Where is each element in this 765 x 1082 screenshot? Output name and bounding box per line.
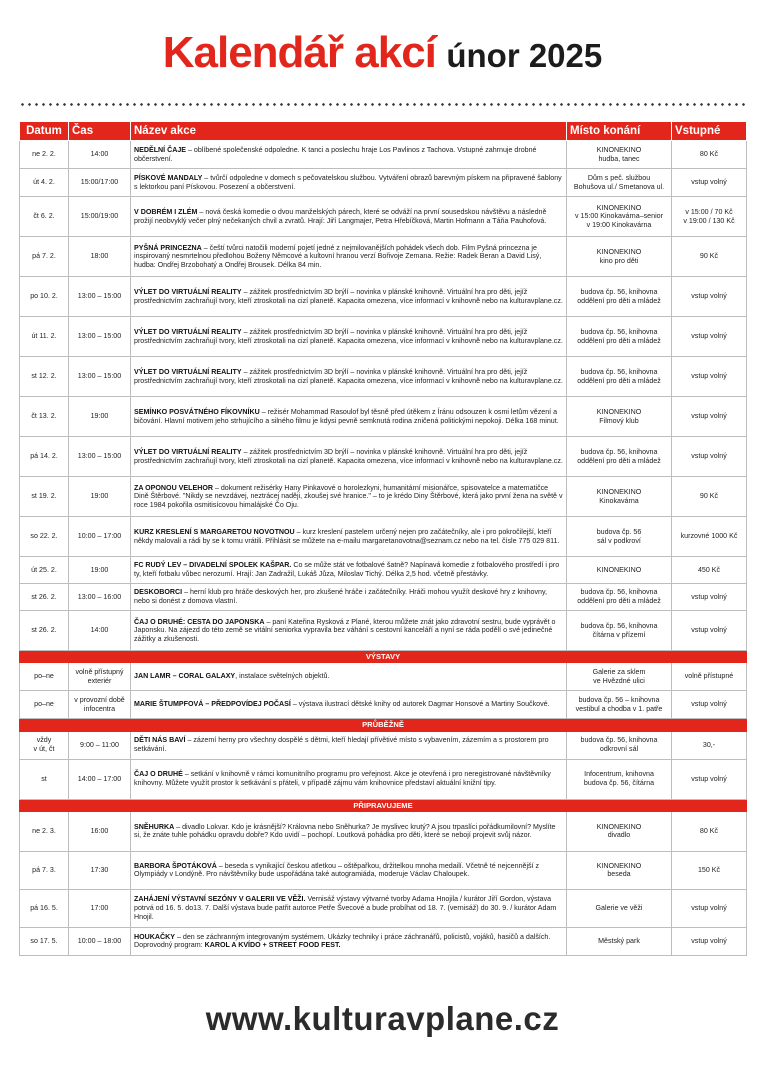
event-price: volně přístupné bbox=[672, 663, 747, 691]
section-title: PRŮBĚŽNĚ bbox=[20, 719, 747, 731]
event-place: budova čp. 56, knihovna oddělení pro děti a mládež bbox=[567, 317, 672, 357]
event-time: 13:00 – 16:00 bbox=[69, 584, 131, 611]
section-header-upcoming bbox=[20, 799, 747, 811]
event-description bbox=[131, 141, 567, 169]
event-description bbox=[131, 691, 567, 719]
event-date: st 26. 2. bbox=[20, 611, 69, 651]
event-date: út 11. 2. bbox=[20, 317, 69, 357]
event-title: SEMÍNKO POSVÁTNÉHO FÍKOVNÍKU bbox=[134, 407, 260, 416]
event-description bbox=[131, 277, 567, 317]
event-description bbox=[131, 663, 567, 691]
event-date: po 10. 2. bbox=[20, 277, 69, 317]
event-time: 13:00 – 15:00 bbox=[69, 437, 131, 477]
event-title: V DOBRÉM I ZLÉM bbox=[134, 207, 198, 216]
event-title: ZAHÁJENÍ VÝSTAVNÍ SEZÓNY V GALERII VE VĚŽI. bbox=[134, 895, 306, 904]
event-time: 19:00 bbox=[69, 557, 131, 584]
event-date: po–ne bbox=[20, 663, 69, 691]
event-date: pá 14. 2. bbox=[20, 437, 69, 477]
event-time: 15:00/19:00 bbox=[69, 197, 131, 237]
table-header-row bbox=[20, 122, 747, 141]
event-description bbox=[131, 169, 567, 197]
event-title: VÝLET DO VIRTUÁLNÍ REALITY bbox=[134, 287, 242, 296]
title-month: únor 2025 bbox=[446, 37, 603, 74]
event-date: vždy v út, čt bbox=[20, 731, 69, 759]
table-row bbox=[20, 731, 747, 759]
event-date: út 4. 2. bbox=[20, 169, 69, 197]
event-description bbox=[131, 759, 567, 799]
event-title: SNĚHURKA bbox=[134, 822, 175, 831]
event-text: – beseda s vynikající českou atletkou – oštěpařkou, držitelkou mnoha medailí. Včetně té nejcennější z Olympiády v Londýně. Pro návštěvníky bude uspořádána také autogramiáda, moderuje Václav Chaloupek. bbox=[134, 861, 540, 879]
event-place: KINONEKINO beseda bbox=[567, 851, 672, 889]
table-row bbox=[20, 759, 747, 799]
table-row bbox=[20, 277, 747, 317]
event-date: so 22. 2. bbox=[20, 517, 69, 557]
event-price: vstup volný bbox=[672, 169, 747, 197]
event-title: VÝLET DO VIRTUÁLNÍ REALITY bbox=[134, 327, 242, 336]
table-row bbox=[20, 357, 747, 397]
event-text: – kurz kreslení pastelem určený nejen pro začátečníky, ale i pro pokročilejší, kteří někdy malovali a rádi by se k tomu vrátili. Přihlásit se můžete na e-mailu margaretanovotna@seznam.cz nebo na tel. čísle 775 029 811. bbox=[134, 527, 560, 545]
event-title: PYŠNÁ PRINCEZNA bbox=[134, 243, 202, 252]
event-text: – výstava ilustrací dětské knihy od autorek Dagmar Honsové a Martiny Součkové. bbox=[290, 700, 550, 709]
title-main: Kalendář akcí bbox=[162, 28, 436, 77]
event-place: Galerie za sklem ve Hvězdné ulici bbox=[567, 663, 672, 691]
event-time: 13:00 – 15:00 bbox=[69, 317, 131, 357]
event-text: – nová česká komedie o dvou manželských párech, které se odváží na první sousedskou návštěvu a následně prožijí neobvyklý večer plný nečekaných chvil a zvratů. Hrají: Jiří Langmajer, Petra Hřebíčková, Martin Hofmann a Táňa Pauhofová. bbox=[134, 207, 547, 225]
table-row bbox=[20, 889, 747, 927]
event-description bbox=[131, 927, 567, 955]
table-row bbox=[20, 141, 747, 169]
event-title: DESKOBORCI bbox=[134, 588, 183, 597]
event-price: 90 Kč bbox=[672, 477, 747, 517]
section-header-ongoing bbox=[20, 719, 747, 731]
event-time: 17:30 bbox=[69, 851, 131, 889]
event-price: vstup volný bbox=[672, 759, 747, 799]
event-date: st 26. 2. bbox=[20, 584, 69, 611]
event-title: KURZ KRESLENÍ S MARGARETOU NOVOTNOU bbox=[134, 527, 295, 536]
event-description bbox=[131, 517, 567, 557]
event-time: 13:00 – 15:00 bbox=[69, 277, 131, 317]
event-price: vstup volný bbox=[672, 277, 747, 317]
event-date: pá 7. 2. bbox=[20, 237, 69, 277]
events-table bbox=[19, 121, 747, 956]
event-description bbox=[131, 397, 567, 437]
event-place: Dům s peč. službou Bohušova ul./ Smetanova ul. bbox=[567, 169, 672, 197]
table-row bbox=[20, 397, 747, 437]
event-time: 19:00 bbox=[69, 477, 131, 517]
table-row bbox=[20, 197, 747, 237]
event-date: po–ne bbox=[20, 691, 69, 719]
event-time: 19:00 bbox=[69, 397, 131, 437]
event-time: 14:00 bbox=[69, 141, 131, 169]
event-time: 13:00 – 15:00 bbox=[69, 357, 131, 397]
event-time: 14:00 bbox=[69, 611, 131, 651]
table-row bbox=[20, 317, 747, 357]
event-description bbox=[131, 357, 567, 397]
event-title: FC RUDÝ LEV – DIVADELNÍ SPOLEK KAŠPAR. bbox=[134, 561, 292, 570]
event-place: KINONEKINO Filmový klub bbox=[567, 397, 672, 437]
table-row bbox=[20, 691, 747, 719]
table-row bbox=[20, 477, 747, 517]
event-price: v 15:00 / 70 Kč v 19:00 / 130 Kč bbox=[672, 197, 747, 237]
event-text: – zázemí herny pro všechny dospělé s dětmi, kteří hledají přívětivé místo s vybavením, zázemím a s prostorem pro setkávání. bbox=[134, 736, 549, 754]
event-text: – paní Kateřina Rysková z Plané, kterou můžete znát jako zdravotní sestru, bude vyprávět o Japonsku. Na zájezd do této země se vitální seniorka vypravila bez váhání s cestovní kanceláří a nyní se ráda podělí o své jedinečné zážitky a zkušenosti. bbox=[134, 617, 556, 643]
event-description bbox=[131, 584, 567, 611]
event-place: budova čp. 56 sál v podkroví bbox=[567, 517, 672, 557]
event-description bbox=[131, 197, 567, 237]
event-description bbox=[131, 317, 567, 357]
table-row bbox=[20, 584, 747, 611]
event-description bbox=[131, 889, 567, 927]
table-row bbox=[20, 851, 747, 889]
event-place: Městský park bbox=[567, 927, 672, 955]
event-title: VÝLET DO VIRTUÁLNÍ REALITY bbox=[134, 367, 242, 376]
column-header-time: Čas bbox=[69, 122, 131, 141]
event-time: 10:00 – 17:00 bbox=[69, 517, 131, 557]
section-header-exhibitions bbox=[20, 651, 747, 663]
event-description bbox=[131, 237, 567, 277]
table-row bbox=[20, 517, 747, 557]
event-place: KINONEKINO divadlo bbox=[567, 811, 672, 851]
event-date: čt 6. 2. bbox=[20, 197, 69, 237]
event-price: vstup volný bbox=[672, 437, 747, 477]
event-price: vstup volný bbox=[672, 317, 747, 357]
event-text: – herní klub pro hráče deskových her, pro zkušené hráče i začátečníky. Hráči mohou využít deskové hry z knihovny, nebo si donést z domova vlastní. bbox=[134, 588, 547, 606]
event-title: BARBORA ŠPOTÁKOVÁ bbox=[134, 861, 217, 870]
table-row bbox=[20, 811, 747, 851]
event-text: – čeští tvůrci natočili moderní pojetí jedné z nejmilovanějších pohádek všech dob. Film Pyšná princezna je inspirovaný nesmrtelnou předlohou Boženy Němcové a kultovní hranou verzí Bořivoje Zemana. Režie: Radek Beran a David Lisý, hudba: Ondřej Brzobohatý a Ondřej Brousek. Délka 84 min. bbox=[134, 243, 542, 269]
event-place: Infocentrum, knihovna budova čp. 56, čítárna bbox=[567, 759, 672, 799]
column-header-place: Místo konání bbox=[567, 122, 672, 141]
event-time: 9:00 – 11:00 bbox=[69, 731, 131, 759]
event-time: 10:00 – 18:00 bbox=[69, 927, 131, 955]
dotted-divider bbox=[19, 103, 746, 106]
column-header-date: Datum bbox=[20, 122, 69, 141]
event-price: vstup volný bbox=[672, 889, 747, 927]
event-time: 16:00 bbox=[69, 811, 131, 851]
page-title bbox=[0, 28, 765, 78]
event-date: st 12. 2. bbox=[20, 357, 69, 397]
event-description bbox=[131, 437, 567, 477]
event-date: st 19. 2. bbox=[20, 477, 69, 517]
table-row bbox=[20, 663, 747, 691]
event-text: – zážitek prostřednictvím 3D brýlí – novinka v plánské knihovně. Virtuální hra pro děti, jejíž prostřednictvím zachraňují tvory, kteří ztroskotali na cizí planetě. Kapacita omezena, více informací v knihovně nebo na kulturavplane.cz. bbox=[134, 287, 563, 305]
event-price: vstup volný bbox=[672, 357, 747, 397]
event-price: vstup volný bbox=[672, 691, 747, 719]
event-date: ne 2. 3. bbox=[20, 811, 69, 851]
event-place: budova čp. 56 – knihovna vestibul a chodba v 1. patře bbox=[567, 691, 672, 719]
event-place: budova čp. 56, knihovna oddělení pro děti a mládež bbox=[567, 357, 672, 397]
section-title: VÝSTAVY bbox=[20, 651, 747, 663]
event-price: vstup volný bbox=[672, 927, 747, 955]
event-title: MARIE ŠTUMPFOVÁ – PŘEDPOVÍDEJ POČASÍ bbox=[134, 700, 291, 709]
event-title: PÍSKOVÉ MANDALY bbox=[134, 173, 203, 182]
event-place: budova čp. 56, knihovna oddělení pro děti a mládež bbox=[567, 437, 672, 477]
event-price: vstup volný bbox=[672, 611, 747, 651]
event-place: KINONEKINO hudba, tanec bbox=[567, 141, 672, 169]
event-text: – zážitek prostřednictvím 3D brýlí – novinka v plánské knihovně. Virtuální hra pro děti, jejíž prostřednictvím zachraňují tvory, kteří ztroskotali na cizí planetě. Kapacita omezena, více informací v knihovně nebo na kulturavplane.cz. bbox=[134, 327, 563, 345]
event-title: ZA OPONOU VELEHOR bbox=[134, 483, 213, 492]
event-description bbox=[131, 851, 567, 889]
event-description bbox=[131, 611, 567, 651]
event-date: pá 7. 3. bbox=[20, 851, 69, 889]
event-time: 17:00 bbox=[69, 889, 131, 927]
event-text: – den se záchranným integrovaným systémem. Ukázky techniky i práce záchranářů, policistů, vojáků, hasičů a dalších. Doprovodný program: bbox=[134, 932, 551, 950]
event-place: budova čp. 56, knihovna čítárna v přízemí bbox=[567, 611, 672, 651]
event-description bbox=[131, 731, 567, 759]
event-description bbox=[131, 557, 567, 584]
event-title: DĚTI NÁS BAVÍ bbox=[134, 736, 186, 745]
event-text: , instalace světelných objektů. bbox=[235, 672, 330, 681]
event-price: 80 Kč bbox=[672, 811, 747, 851]
event-text: Co se může stát ve fotbalové šatně? Napínavá komedie z fotbalového prostředí i pro ty, kteří fotbalu vůbec nerozumí. Hrají: Jan Zadražil, Lukáš Jůza, Miloslav Tichý. Délka 2,5 hod. včetně přestávky. bbox=[134, 561, 560, 579]
event-price: 450 Kč bbox=[672, 557, 747, 584]
event-time: 14:00 – 17:00 bbox=[69, 759, 131, 799]
footer-website-link[interactable]: www.kulturavplane.cz bbox=[205, 1000, 560, 1037]
event-time: 18:00 bbox=[69, 237, 131, 277]
event-date: pá 16. 5. bbox=[20, 889, 69, 927]
event-text: – divadlo Lokvar. Kdo je krásnější? Královna nebo Sněhurka? Je myslivec krutý? A jsou trpaslíci pořádkumilovní? Myslíte si, že znáte tuhle pohádku opravdu dobře? Kdo uvidí – pochopí. Loutková pohádka pro děti, které se nebojí projevit svůj názor. bbox=[134, 822, 556, 840]
event-text: – zážitek prostřednictvím 3D brýlí – novinka v plánské knihovně. Virtuální hra pro děti, jejíž prostřednictvím zachraňují tvory, kteří ztroskotali na cizí planetě. Kapacita omezena, více informací v knihovně nebo na kulturavplane.cz. bbox=[134, 447, 563, 465]
event-date: so 17. 5. bbox=[20, 927, 69, 955]
table-row bbox=[20, 927, 747, 955]
event-title: ČAJ O DRUHÉ: CESTA DO JAPONSKA bbox=[134, 617, 265, 626]
event-time: v provozní době infocentra bbox=[69, 691, 131, 719]
table-row bbox=[20, 437, 747, 477]
event-place: KINONEKINO kino pro děti bbox=[567, 237, 672, 277]
event-title: NEDĚLNÍ ČAJE bbox=[134, 145, 187, 154]
column-header-name: Název akce bbox=[131, 122, 567, 141]
event-time: 15:00/17:00 bbox=[69, 169, 131, 197]
event-place: budova čp. 56, knihovna oddělení pro děti a mládež bbox=[567, 277, 672, 317]
event-date: ne 2. 2. bbox=[20, 141, 69, 169]
event-title: HOUKAČKY bbox=[134, 932, 175, 941]
table-row bbox=[20, 169, 747, 197]
event-place: KINONEKINO Kinokavárna bbox=[567, 477, 672, 517]
event-place: KINONEKINO v 15:00 Kinokavárna–senior v 19:00 Kinokavárna bbox=[567, 197, 672, 237]
section-title: PŘIPRAVUJEME bbox=[20, 799, 747, 811]
event-time: volně přístupný exteriér bbox=[69, 663, 131, 691]
event-text: Vernisáž výstavy výtvarné tvorby Adama Hnojila / kurátor Jiří Gordon, výstava potrvá od 16. 5. do13. 7. Další výstava bude patřit autorce Petře Švecové a bude probíhat od 18. 7. (vernisáž) do 30. 9. / kurátor Adam Hnojil. bbox=[134, 895, 557, 921]
event-title: ČAJ O DRUHÉ bbox=[134, 770, 183, 779]
event-text: – režisér Mohammad Rasoulof byl těsně před útěkem z Íránu odsouzen k osmi letům vězení a bičování. Hlavní motivem jeho strhujícího a silného filmu je kdysi pevně semknutá rodina zničená politickými nepokoji. Délka 168 minut. bbox=[134, 407, 559, 425]
event-text: – zážitek prostřednictvím 3D brýlí – novinka v plánské knihovně. Virtuální hra pro děti, jejíž prostřednictvím zachraňují tvory, kteří ztroskotali na cizí planetě. Kapacita omezena, více informací v knihovně nebo na kulturavplane.cz. bbox=[134, 367, 563, 385]
event-date: út 25. 2. bbox=[20, 557, 69, 584]
event-price: vstup volný bbox=[672, 397, 747, 437]
event-text: – oblíbené společenské odpoledne. K tanci a poslechu hraje Los Pavlinos z Tachova. Vstupné zahrnuje drobné občerstvení. bbox=[134, 145, 537, 163]
event-program-highlight: KAROL A KVÍDO + STREET FOOD FEST. bbox=[204, 941, 341, 950]
event-place: budova čp. 56, knihovna odkrovní sál bbox=[567, 731, 672, 759]
event-place: budova čp. 56, knihovna oddělení pro děti a mládež bbox=[567, 584, 672, 611]
event-text: – tvůrčí odpoledne v domech s pečovatelskou službou. Vytváření obrazů barevným pískem na připravené šablony s lektorkou paní Pískovou. Posezení a občerstvení. bbox=[134, 173, 562, 191]
event-price: 30,- bbox=[672, 731, 747, 759]
event-price: 150 Kč bbox=[672, 851, 747, 889]
event-title: VÝLET DO VIRTUÁLNÍ REALITY bbox=[134, 447, 242, 456]
event-price: vstup volný bbox=[672, 584, 747, 611]
event-price: 80 Kč bbox=[672, 141, 747, 169]
event-text: – setkání v knihovně v rámci komunitního programu pro veřejnost. Akce je otevřená i pro neregistrované návštěvníky knihovny. Můžete využít prostor k setkávání s přáteli, v případě zájmu vám knihovnice představí aktuální knižní tipy. bbox=[134, 770, 551, 788]
table-row bbox=[20, 557, 747, 584]
event-price: kurzovné 1000 Kč bbox=[672, 517, 747, 557]
table-row bbox=[20, 237, 747, 277]
event-date: st bbox=[20, 759, 69, 799]
event-place: KINONEKINO bbox=[567, 557, 672, 584]
event-place: Galerie ve věži bbox=[567, 889, 672, 927]
column-header-price: Vstupné bbox=[672, 122, 747, 141]
event-price: 90 Kč bbox=[672, 237, 747, 277]
event-description bbox=[131, 811, 567, 851]
table-row bbox=[20, 611, 747, 651]
event-description bbox=[131, 477, 567, 517]
event-title: JAN LAMR – CORAL GALAXY bbox=[134, 672, 236, 681]
event-text: – dokument režisérky Hany Pinkavové o horolezkyni, humanitární misionářce, spisovatelce a matematičce Dině Štěrbové. "Nikdy se nevzdávej, neztrácej naději, zkoušej své hranice." – to je krédo Diny Štěrbové, která jako první žena na světě v roce 1984 pokořila osmitisícovou himalájské Čo Oju. bbox=[134, 483, 563, 509]
event-date: čt 13. 2. bbox=[20, 397, 69, 437]
